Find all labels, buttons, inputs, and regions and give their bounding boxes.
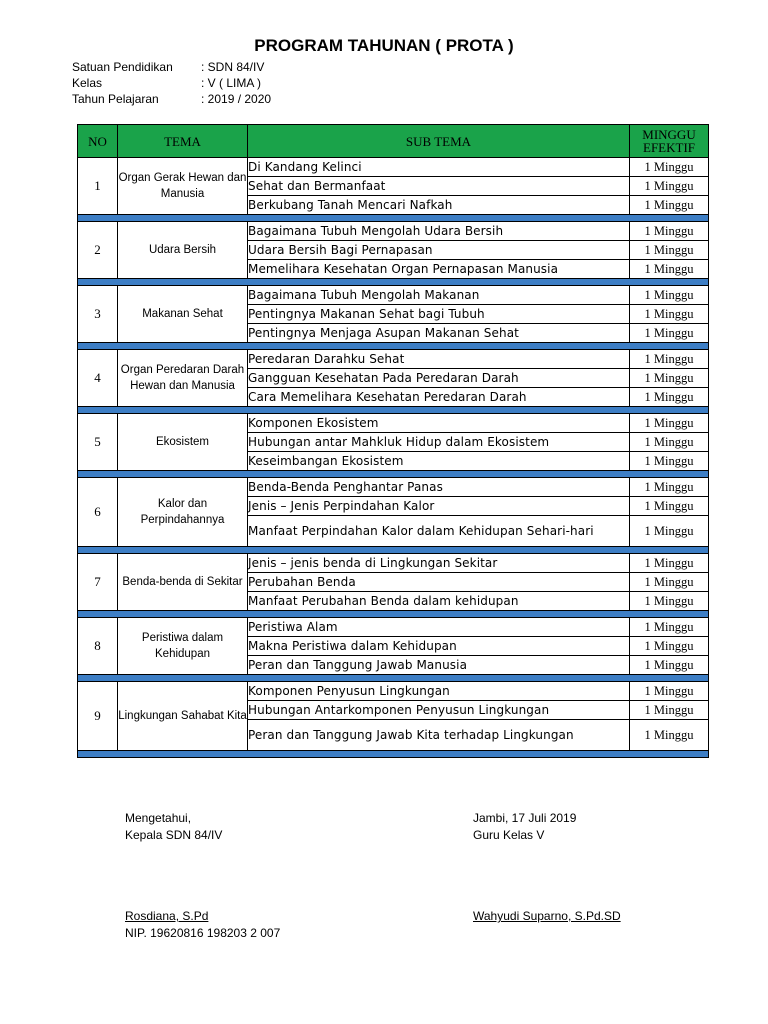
sig-right-name: Wahyudi Suparno, S.Pd.SD — [473, 909, 621, 923]
sig-right-role: Guru Kelas V — [473, 828, 545, 842]
cell-sub-tema: Hubungan antar Mahkluk Hidup dalam Ekosistem — [248, 433, 630, 452]
header-tema: TEMA — [118, 125, 248, 158]
cell-minggu: 1 Minggu — [630, 241, 709, 260]
cell-sub-tema: Pentingnya Menjaga Asupan Makanan Sehat — [248, 324, 630, 343]
info-value: : V ( LIMA ) — [201, 76, 262, 90]
cell-tema: Organ Gerak Hewan dan Manusia — [118, 158, 248, 215]
cell-sub-tema: Hubungan Antarkomponen Penyusun Lingkungan — [248, 701, 630, 720]
cell-no: 4 — [78, 350, 118, 407]
cell-minggu: 1 Minggu — [630, 433, 709, 452]
sig-right-place-date: Jambi, 17 Juli 2019 — [473, 811, 577, 825]
separator-row — [78, 547, 709, 554]
cell-minggu: 1 Minggu — [630, 701, 709, 720]
table-row — [78, 478, 709, 497]
cell-tema: Benda-benda di Sekitar — [118, 554, 248, 611]
cell-minggu: 1 Minggu — [630, 452, 709, 471]
cell-sub-tema: Makna Peristiwa dalam Kehidupan — [248, 637, 630, 656]
separator-row — [78, 407, 709, 414]
cell-minggu: 1 Minggu — [630, 158, 709, 177]
cell-minggu: 1 Minggu — [630, 350, 709, 369]
cell-sub-tema: Gangguan Kesehatan Pada Peredaran Darah — [248, 369, 630, 388]
cell-minggu: 1 Minggu — [630, 497, 709, 516]
cell-no: 7 — [78, 554, 118, 611]
document-title: PROGRAM TAHUNAN ( PROTA ) — [254, 36, 514, 55]
separator-row — [78, 751, 709, 758]
separator-bar — [78, 751, 709, 758]
cell-sub-tema: Benda-Benda Penghantar Panas — [248, 478, 630, 497]
cell-minggu: 1 Minggu — [630, 554, 709, 573]
info-label: Kelas — [72, 76, 103, 90]
info-value: : SDN 84/IV — [201, 60, 265, 74]
cell-minggu: 1 Minggu — [630, 682, 709, 701]
cell-tema: Ekosistem — [118, 414, 248, 471]
table-row — [78, 222, 709, 241]
table-row — [78, 618, 709, 637]
separator-bar — [78, 215, 709, 222]
cell-minggu: 1 Minggu — [630, 177, 709, 196]
cell-no: 8 — [78, 618, 118, 675]
cell-sub-tema: Pentingnya Makanan Sehat bagi Tubuh — [248, 305, 630, 324]
separator-bar — [78, 343, 709, 350]
info-label: Satuan Pendidikan — [72, 60, 173, 74]
cell-minggu: 1 Minggu — [630, 222, 709, 241]
separator-row — [78, 611, 709, 618]
cell-tema: Peristiwa dalam Kehidupan — [118, 618, 248, 675]
cell-minggu: 1 Minggu — [630, 592, 709, 611]
cell-sub-tema: Bagaimana Tubuh Mengolah Makanan — [248, 286, 630, 305]
cell-sub-tema: Jenis – jenis benda di Lingkungan Sekitar — [248, 554, 630, 573]
cell-sub-tema: Bagaimana Tubuh Mengolah Udara Bersih — [248, 222, 630, 241]
cell-sub-tema: Manfaat Perubahan Benda dalam kehidupan — [248, 592, 630, 611]
separator-bar — [78, 407, 709, 414]
cell-minggu: 1 Minggu — [630, 573, 709, 592]
cell-sub-tema: Perubahan Benda — [248, 573, 630, 592]
separator-bar — [78, 611, 709, 618]
separator-bar — [78, 675, 709, 682]
separator-row — [78, 675, 709, 682]
cell-no: 3 — [78, 286, 118, 343]
table-row — [78, 286, 709, 305]
separator-bar — [78, 279, 709, 286]
info-value: : 2019 / 2020 — [201, 92, 272, 106]
cell-tema: Organ Peredaran Darah Hewan dan Manusia — [118, 350, 248, 407]
cell-tema: Udara Bersih — [118, 222, 248, 279]
header-sub-tema: SUB TEMA — [248, 125, 630, 158]
cell-sub-tema: Di Kandang Kelinci — [248, 158, 630, 177]
separator-bar — [78, 547, 709, 554]
cell-tema: Lingkungan Sahabat Kita — [118, 682, 248, 751]
cell-minggu: 1 Minggu — [630, 286, 709, 305]
table-row — [78, 554, 709, 573]
separator-row — [78, 215, 709, 222]
cell-sub-tema: Jenis – Jenis Perpindahan Kalor — [248, 497, 630, 516]
header-no: NO — [78, 125, 118, 158]
info-label: Tahun Pelajaran — [72, 92, 159, 106]
table-header-row — [78, 125, 709, 158]
cell-sub-tema: Udara Bersih Bagi Pernapasan — [248, 241, 630, 260]
cell-tema: Kalor dan Perpindahannya — [118, 478, 248, 547]
cell-no: 6 — [78, 478, 118, 547]
cell-sub-tema: Manfaat Perpindahan Kalor dalam Kehidupan Sehari-hari — [248, 516, 630, 547]
cell-minggu: 1 Minggu — [630, 478, 709, 497]
separator-row — [78, 343, 709, 350]
cell-minggu: 1 Minggu — [630, 414, 709, 433]
cell-sub-tema: Komponen Ekosistem — [248, 414, 630, 433]
table-body — [78, 158, 709, 758]
separator-row — [78, 279, 709, 286]
cell-sub-tema: Sehat dan Bermanfaat — [248, 177, 630, 196]
cell-minggu: 1 Minggu — [630, 516, 709, 547]
cell-no: 2 — [78, 222, 118, 279]
table-row — [78, 158, 709, 177]
sig-left-line2: Kepala SDN 84/IV — [125, 828, 223, 842]
table-row — [78, 682, 709, 701]
cell-minggu: 1 Minggu — [630, 656, 709, 675]
cell-sub-tema: Peran dan Tanggung Jawab Kita terhadap Lingkungan — [248, 720, 630, 751]
table-row — [78, 414, 709, 433]
header-minggu-efektif: MINGGU EFEKTIF — [630, 125, 709, 158]
cell-minggu: 1 Minggu — [630, 324, 709, 343]
prota-table — [77, 124, 709, 758]
cell-sub-tema: Peristiwa Alam — [248, 618, 630, 637]
sig-left-line1: Mengetahui, — [125, 811, 192, 825]
cell-sub-tema: Peran dan Tanggung Jawab Manusia — [248, 656, 630, 675]
cell-sub-tema: Keseimbangan Ekosistem — [248, 452, 630, 471]
cell-minggu: 1 Minggu — [630, 720, 709, 751]
separator-row — [78, 471, 709, 478]
cell-sub-tema: Berkubang Tanah Mencari Nafkah — [248, 196, 630, 215]
cell-tema: Makanan Sehat — [118, 286, 248, 343]
cell-minggu: 1 Minggu — [630, 637, 709, 656]
cell-no: 1 — [78, 158, 118, 215]
cell-minggu: 1 Minggu — [630, 260, 709, 279]
cell-minggu: 1 Minggu — [630, 305, 709, 324]
cell-minggu: 1 Minggu — [630, 196, 709, 215]
cell-sub-tema: Cara Memelihara Kesehatan Peredaran Darah — [248, 388, 630, 407]
cell-no: 5 — [78, 414, 118, 471]
cell-minggu: 1 Minggu — [630, 369, 709, 388]
cell-minggu: 1 Minggu — [630, 618, 709, 637]
cell-sub-tema: Peredaran Darahku Sehat — [248, 350, 630, 369]
table-row — [78, 350, 709, 369]
sig-left-name: Rosdiana, S.Pd — [125, 909, 209, 923]
separator-bar — [78, 471, 709, 478]
sig-left-nip: NIP. 19620816 198203 2 007 — [125, 926, 281, 940]
cell-sub-tema: Komponen Penyusun Lingkungan — [248, 682, 630, 701]
cell-sub-tema: Memelihara Kesehatan Organ Pernapasan Manusia — [248, 260, 630, 279]
cell-no: 9 — [78, 682, 118, 751]
cell-minggu: 1 Minggu — [630, 388, 709, 407]
